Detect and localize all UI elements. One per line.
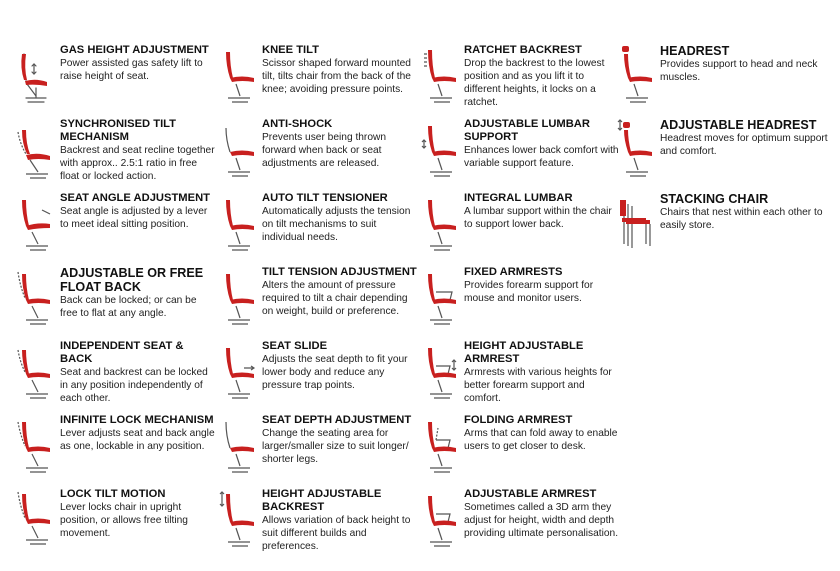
- gas-height-chair-icon: [16, 44, 56, 106]
- feature-title: GAS HEIGHT ADJUSTMENT: [60, 44, 209, 56]
- feature-title: FIXED ARMRESTS: [464, 266, 563, 278]
- feature-adjustable-armrest: [420, 488, 620, 550]
- feature-title: HEIGHT ADJUSTABLE ARMREST: [464, 340, 584, 365]
- feature-title: SYNCHRONISED TILT MECHANISM: [60, 118, 177, 143]
- feature-infinite-lock: [16, 414, 216, 476]
- feature-description: Prevents user being thrown forward when back or seat adjustments are released.: [262, 132, 387, 169]
- feature-anti-shock: [218, 118, 418, 180]
- feature-description: Automatically adjusts the tension on tilt mechanisms to suit individual needs.: [262, 206, 411, 243]
- feature-integral-lumbar: [420, 192, 620, 254]
- feature-description: Armrests with various heights for better forearm support and comfort.: [464, 367, 612, 404]
- feature-title: STACKING CHAIR: [660, 192, 769, 206]
- feature-description: Seat and backrest can be locked in any position independently of each other.: [60, 367, 208, 404]
- feature-description: Power assisted gas safety lift to raise height of seat.: [60, 58, 203, 82]
- feature-title: SEAT ANGLE ADJUSTMENT: [60, 192, 210, 204]
- feature-title: ADJUSTABLE HEADREST: [660, 118, 817, 132]
- feature-title: INTEGRAL LUMBAR: [464, 192, 573, 204]
- knee-tilt-chair-icon: [218, 44, 258, 106]
- synchronised-tilt-chair-icon: [16, 118, 56, 180]
- feature-folding-armrest: [420, 414, 620, 476]
- feature-title: HEIGHT ADJUSTABLE BACKREST: [262, 488, 382, 513]
- integral-lumbar-chair-icon: [420, 192, 460, 254]
- feature-description: Lever adjusts seat and back angle as one, lockable in any position.: [60, 428, 215, 452]
- feature-description: Lever locks chair in upright position, or allows free tilting movement.: [60, 502, 188, 539]
- lumbar-support-chair-icon: [420, 118, 460, 180]
- ratchet-backrest-chair-icon: [420, 44, 460, 106]
- feature-description: Back can be locked; or can be free to flat at any angle.: [60, 295, 197, 319]
- feature-title: INFINITE LOCK MECHANISM: [60, 414, 214, 426]
- feature-lumbar-support: [420, 118, 620, 180]
- feature-description: Sometimes called a 3D arm they adjust for height, width and depth providing ultimate personalisation.: [464, 502, 619, 539]
- feature-tilt-tension: [218, 266, 418, 328]
- folding-armrest-chair-icon: [420, 414, 460, 476]
- feature-title: KNEE TILT: [262, 44, 319, 56]
- adjustable-headrest-chair-icon: [616, 118, 656, 180]
- feature-description: Drop the backrest to the lowest position and as you lift it to different heights, it locks on a ratchet.: [464, 58, 605, 108]
- feature-description: Scissor shaped forward mounted tilt, tilts chair from the back of the knee; avoiding pressure points.: [262, 58, 411, 95]
- feature-description: Alters the amount of pressure required to tilt a chair depending on weight, build or preference.: [262, 280, 408, 317]
- free-float-back-chair-icon: [16, 266, 56, 328]
- lock-tilt-chair-icon: [16, 488, 56, 550]
- feature-description: Headrest moves for optimum support and comfort.: [660, 133, 828, 157]
- feature-description: A lumbar support within the chair to support lower back.: [464, 206, 612, 230]
- feature-description: Provides support to head and neck muscles.: [660, 59, 818, 83]
- headrest-chair-icon: [616, 44, 656, 106]
- feature-height-backrest: [218, 488, 418, 553]
- feature-title: HEADREST: [660, 44, 730, 58]
- feature-description: Change the seating area for larger/smaller size to suit longer/ shorter legs.: [262, 428, 409, 465]
- feature-title: INDEPENDENT SEAT & BACK: [60, 340, 184, 365]
- feature-lock-tilt: [16, 488, 216, 550]
- infinite-lock-chair-icon: [16, 414, 56, 476]
- feature-title: ADJUSTABLE LUMBAR SUPPORT: [464, 118, 590, 143]
- feature-seat-slide: [218, 340, 418, 402]
- feature-description: Provides forearm support for mouse and monitor users.: [464, 280, 594, 304]
- adjustable-armrest-chair-icon: [420, 488, 460, 550]
- fixed-armrests-chair-icon: [420, 266, 460, 328]
- feature-description: Seat angle is adjusted by a lever to meet ideal sitting position.: [60, 206, 208, 230]
- tilt-tension-chair-icon: [218, 266, 258, 328]
- feature-stacking-chair: [616, 192, 830, 254]
- seat-angle-chair-icon: [16, 192, 56, 254]
- seat-depth-chair-icon: [218, 414, 258, 476]
- feature-seat-angle: [16, 192, 216, 254]
- feature-description: Backrest and seat recline together with approx.. 2.5:1 ratio in free float or locked action.: [60, 145, 215, 182]
- feature-title: TILT TENSION ADJUSTMENT: [262, 266, 417, 278]
- feature-fixed-armrests: [420, 266, 620, 328]
- feature-description: Adjusts the seat depth to fit your lower body and reduce any pressure trap points.: [262, 354, 408, 391]
- anti-shock-chair-icon: [218, 118, 258, 180]
- feature-headrest: [616, 44, 830, 106]
- feature-description: Arms that can fold away to enable users to get closer to desk.: [464, 428, 618, 452]
- feature-title: RATCHET BACKREST: [464, 44, 582, 56]
- stacking-chair-icon: [616, 192, 656, 254]
- feature-synchronised-tilt: [16, 118, 216, 183]
- feature-description: Enhances lower back comfort with variable support feature.: [464, 145, 619, 169]
- feature-title: ANTI-SHOCK: [262, 118, 333, 130]
- feature-description: Chairs that nest within each other to easily store.: [660, 207, 823, 231]
- seat-slide-chair-icon: [218, 340, 258, 402]
- feature-ratchet-backrest: [420, 44, 620, 109]
- auto-tilt-chair-icon: [218, 192, 258, 254]
- height-backrest-chair-icon: [218, 488, 258, 550]
- feature-title: FOLDING ARMREST: [464, 414, 573, 426]
- height-armrest-chair-icon: [420, 340, 460, 402]
- independent-seat-back-chair-icon: [16, 340, 56, 402]
- feature-description: Allows variation of back height to suit different builds and preferences.: [262, 515, 411, 552]
- feature-title: ADJUSTABLE OR FREE FLOAT BACK: [60, 266, 204, 294]
- feature-title: ADJUSTABLE ARMREST: [464, 488, 597, 500]
- feature-title: SEAT SLIDE: [262, 340, 328, 352]
- feature-auto-tilt: [218, 192, 418, 254]
- feature-free-float-back: [16, 266, 216, 328]
- feature-independent-seat-back: [16, 340, 216, 405]
- feature-adjustable-headrest: [616, 118, 830, 180]
- feature-seat-depth: [218, 414, 418, 476]
- feature-gas-height: [16, 44, 216, 106]
- feature-title: LOCK TILT MOTION: [60, 488, 166, 500]
- feature-height-armrest: [420, 340, 620, 405]
- feature-knee-tilt: [218, 44, 418, 106]
- feature-title: AUTO TILT TENSIONER: [262, 192, 388, 204]
- feature-title: SEAT DEPTH ADJUSTMENT: [262, 414, 412, 426]
